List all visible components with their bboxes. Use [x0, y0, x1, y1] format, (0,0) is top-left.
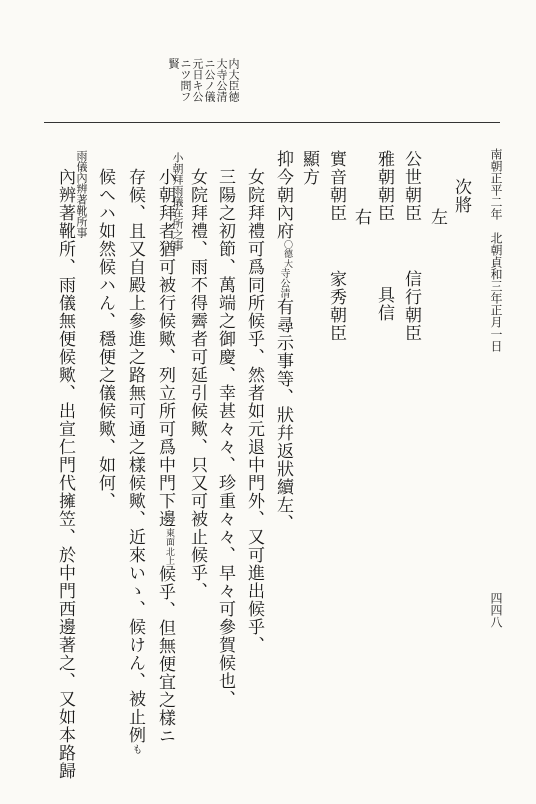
inline-note-text: も	[130, 744, 141, 754]
inline-note-line: 北上	[164, 547, 174, 565]
text-column: 具信	[374, 286, 394, 322]
text-column	[126, 168, 143, 754]
annotation-line: 元日キ公	[191, 58, 204, 102]
text-column	[156, 168, 173, 745]
inline-note-line: 〇德	[282, 240, 292, 258]
text-column: 公世朝臣	[401, 150, 421, 222]
inline-note	[282, 240, 291, 268]
text-column: 顯方	[299, 150, 319, 186]
side-heading: 小朝拜雨儀在所之事	[171, 152, 184, 251]
text-segment: 存候、且又自殿上參進之路無可通之樣候歟、近來いゝ、候けん、被止例	[125, 168, 145, 744]
text-column: 三陽之初節、萬端之御慶、幸甚々々、珍重々々、早々可參賀候也、	[215, 168, 235, 708]
page-number: 四四八	[489, 592, 503, 628]
text-column: 家秀朝臣	[326, 270, 346, 342]
text-column: 信行朝臣	[401, 270, 421, 342]
annotation-line: ニ公ノ儀	[203, 58, 216, 102]
running-header-title: 南朝正平二年 北朝貞和三年正月一日	[489, 148, 503, 352]
text-segment: 小朝拜者猶可被行候歟、列立所可爲中門下邊	[155, 168, 175, 528]
text-column	[274, 150, 291, 532]
text-segment: 抑今朝內府	[273, 150, 293, 240]
inline-note-line: 東面	[164, 528, 174, 546]
text-column: 女院拜禮、雨不得霽者可延引候歟、只又可被止候乎、	[187, 168, 207, 600]
annotation-line: 賢	[167, 58, 180, 69]
text-column: 實音朝臣	[326, 150, 346, 222]
text-column: 次將	[451, 178, 471, 214]
text-column: 雅朝朝臣	[374, 150, 394, 222]
text-column: 內辨著靴所、雨儀無便候歟、出宣仁門代擁笠、於中門西邊著之、又如本路歸	[55, 168, 75, 780]
inline-note-text: 寺公清	[278, 268, 289, 298]
side-heading: 雨儀內辨著靴所事	[75, 150, 88, 238]
annotation-line: ニツ問フ	[179, 58, 192, 102]
text-segment: 有尋示事等、狀幷返狀續左、	[273, 298, 293, 532]
text-column: 右	[351, 208, 371, 226]
top-annotation-block	[166, 58, 240, 120]
text-segment: 候乎、但無便宜之樣ニ	[155, 565, 175, 745]
text-column: 左	[427, 208, 447, 226]
header-rule	[44, 122, 500, 123]
annotation-line: 内大臣徳	[227, 58, 240, 102]
annotation-line: 大寺公清	[215, 58, 228, 102]
text-column: 女院拜禮可爲同所候乎、然者如元退中門外、又可進出候乎、	[244, 168, 264, 654]
text-column: 候へハ如然候ハん、穩便之儀候歟、如何、	[95, 168, 115, 510]
inline-note	[164, 528, 173, 565]
inline-note-line: 大	[282, 259, 292, 268]
